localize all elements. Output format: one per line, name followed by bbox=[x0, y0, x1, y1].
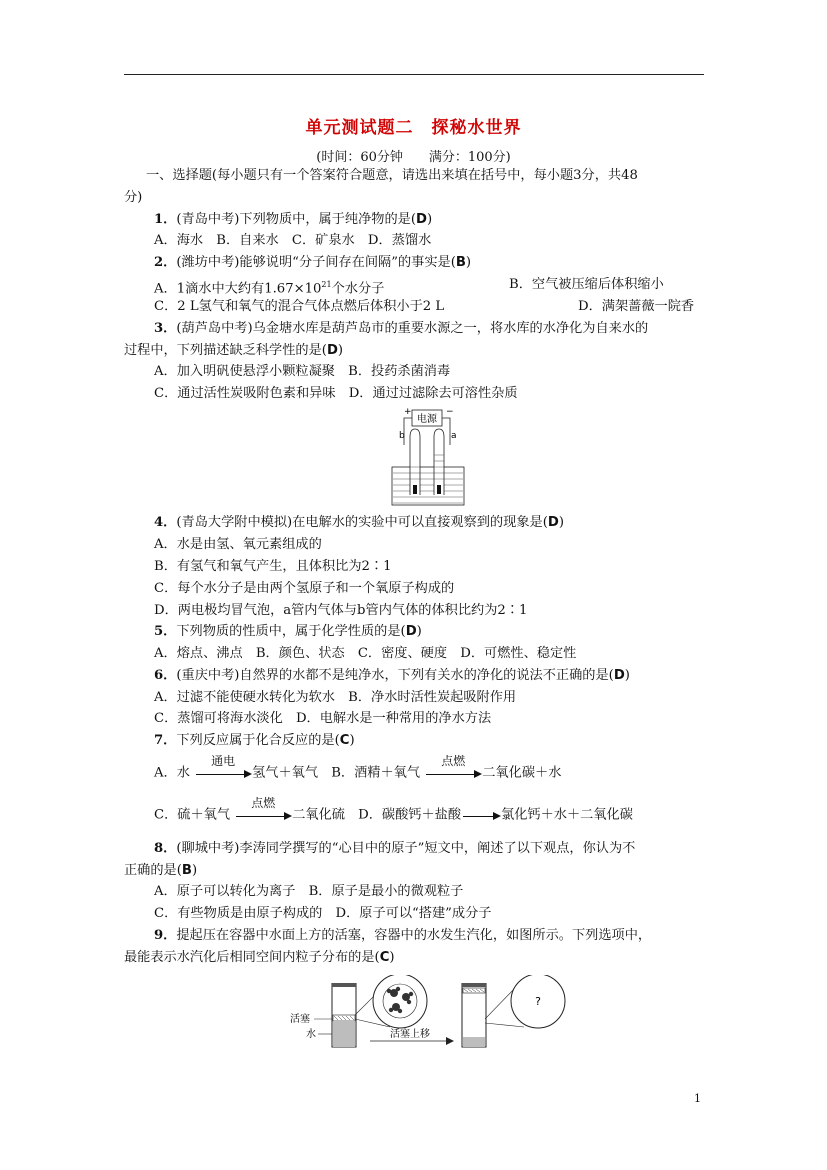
answer: C bbox=[379, 950, 390, 965]
container-top-bar bbox=[462, 983, 486, 987]
question-close: ) bbox=[389, 950, 395, 965]
answer: B bbox=[455, 255, 466, 270]
water-label: 水 bbox=[306, 1029, 316, 1040]
question-close: ) bbox=[416, 624, 422, 639]
question-4 bbox=[154, 514, 564, 532]
option-c-post: 二氧化硫 D．碳酸钙＋盐酸 bbox=[292, 807, 462, 823]
question-4-option-c: C．每个水分子是由两个氢原子和一个氧原子构成的 bbox=[154, 581, 455, 596]
question-2-option-c: C．2 L氢气和氧气的混合气体点燃后体积小于2 L bbox=[154, 299, 445, 314]
question-8-line2 bbox=[124, 862, 197, 880]
question-close: ) bbox=[426, 212, 433, 227]
water-trough bbox=[392, 467, 464, 505]
question-stem: (青岛大学附中模拟)在电解水的实验中可以直接观察到的现象是( bbox=[176, 515, 548, 530]
water-lines bbox=[393, 473, 463, 503]
question-2-option-a bbox=[154, 276, 384, 298]
question-6-options-1: A．过滤不能使硬水转化为软水 B．净水时活性炭起吸附作用 bbox=[154, 690, 517, 705]
question-number: 3． bbox=[154, 321, 177, 336]
question-number: 4． bbox=[154, 515, 177, 530]
option-a-exponent: 21 bbox=[321, 280, 332, 289]
answer: D bbox=[416, 212, 427, 227]
answer: C bbox=[339, 733, 350, 748]
question-3-options-1: A．加入明矾使悬浮小颗粒凝聚 B．投药杀菌消毒 bbox=[154, 364, 451, 379]
question-stem-cont: 过程中，下列描述缺乏科学性的是( bbox=[124, 343, 327, 358]
question-close: ) bbox=[624, 668, 630, 683]
tube-a-label: a bbox=[451, 431, 457, 441]
question-3 bbox=[154, 320, 648, 338]
question-close: ) bbox=[349, 733, 355, 748]
page-number: 1 bbox=[694, 1092, 701, 1105]
question-stem-cont: 最能表示水汽化后相同空间内粒子分布的是( bbox=[124, 950, 380, 965]
option-a-post: 氢气＋氧气 B．酒精＋氧气 bbox=[252, 765, 421, 781]
question-number: 9． bbox=[154, 928, 177, 943]
electrolysis-figure bbox=[382, 405, 474, 507]
reaction-arrow bbox=[461, 806, 501, 824]
question-number: 1． bbox=[154, 212, 177, 227]
option-c-pre: C．硫＋氧气 bbox=[154, 807, 231, 823]
question-6-options-2: C．蒸馏可将海水淡化 D．电解水是一种常用的净水方法 bbox=[154, 711, 492, 726]
question-stem-cont: 正确的是( bbox=[124, 863, 182, 878]
electrode-a bbox=[437, 485, 441, 494]
option-b-post: 二氧化碳＋水 bbox=[482, 765, 562, 781]
question-stem: (青岛中考)下列物质中，属于纯净物的是( bbox=[176, 212, 416, 227]
question-2-option-b: B．空气被压缩后体积缩小 bbox=[509, 277, 664, 292]
minus-sign: − bbox=[446, 407, 454, 417]
water-left bbox=[333, 1021, 355, 1047]
vaporization-figure bbox=[288, 975, 568, 1055]
page-subtitle: (时间：60分钟 满分：100分) bbox=[316, 150, 511, 165]
question-2-option-d: D．满架蔷薇一院香 bbox=[578, 299, 695, 314]
question-mark: ? bbox=[535, 995, 541, 1008]
question-7-options-ab bbox=[154, 754, 562, 783]
water-right bbox=[463, 1037, 485, 1047]
header-rule bbox=[124, 74, 704, 75]
question-stem: 下列反应属于化合反应的是( bbox=[176, 733, 340, 748]
process-arrowhead bbox=[446, 1037, 454, 1045]
section-heading-line1: 一、选择题(每小题只有一个答案符合题意，请选出来填在括号中，每小题3分，共48 bbox=[146, 168, 638, 183]
question-9-line2 bbox=[124, 949, 395, 967]
answer: D bbox=[405, 624, 417, 639]
question-3-options-2: C．通过活性炭吸附色素和异味 D．通过过滤除去可溶性杂质 bbox=[154, 386, 518, 401]
question-stem: (聊城中考)李涛同学撰写的“心目中的原子”短文中，阐述了以下观点，你认为不 bbox=[176, 841, 636, 856]
question-number: 8． bbox=[154, 841, 177, 856]
question-2 bbox=[154, 254, 471, 272]
question-8 bbox=[154, 840, 635, 858]
container-top-bar bbox=[332, 983, 356, 987]
question-4-option-d: D．两电极均冒气泡，a管内气体与b管内气体的体积比约为2∶1 bbox=[154, 603, 528, 618]
question-close: ) bbox=[337, 343, 344, 358]
question-8-options-2: C．有些物质是由原子构成的 D．原子可以“搭建”成分子 bbox=[154, 906, 492, 921]
answer: D bbox=[326, 343, 338, 358]
question-stem: (葫芦岛中考)乌金塘水库是葫芦岛市的重要水源之一，将水库的水净化为自来水的 bbox=[176, 321, 649, 336]
zoom-circle-left bbox=[373, 975, 427, 1028]
question-7 bbox=[154, 732, 355, 750]
reaction-arrow bbox=[234, 796, 292, 824]
question-close: ) bbox=[191, 863, 198, 878]
question-8-options-1: A．原子可以转化为离子 B．原子是最小的微观粒子 bbox=[154, 884, 464, 899]
question-stem: (重庆中考)自然界的水都不是纯净水，下列有关水的净化的说法不正确的是( bbox=[176, 668, 614, 683]
page-title: 单元测试题二 探秘水世界 bbox=[305, 118, 522, 138]
question-stem: 提起压在容器中水面上方的活塞，容器中的水发生汽化，如图所示。下列选项中， bbox=[176, 928, 652, 943]
question-number: 2． bbox=[154, 255, 177, 270]
question-4-option-b: B．有氢气和氧气产生，且体积比为2∶1 bbox=[154, 559, 392, 574]
answer: D bbox=[547, 515, 559, 530]
reaction-condition: 通电 bbox=[211, 754, 236, 768]
question-4-option-a: A．水是由氢、氧元素组成的 bbox=[154, 537, 322, 552]
answer: D bbox=[613, 668, 625, 683]
option-d-post: 氯化钙＋水＋二氧化碳 bbox=[501, 807, 633, 823]
question-1-options: A．海水 B．自来水 C．矿泉水 D．蒸馏水 bbox=[154, 233, 432, 248]
question-close: ) bbox=[558, 515, 564, 530]
plus-sign: + bbox=[404, 407, 412, 417]
question-number: 6． bbox=[154, 668, 177, 683]
process-label: 活塞上移 bbox=[390, 1029, 430, 1040]
question-stem: (潍坊中考)能够说明“分子间存在间隔”的事实是( bbox=[176, 255, 456, 270]
section-heading-line2: 分) bbox=[124, 190, 143, 205]
reaction-condition: 点燃 bbox=[251, 796, 276, 810]
reaction-condition: 点燃 bbox=[441, 754, 466, 768]
electrode-b bbox=[413, 485, 417, 494]
question-number: 7． bbox=[154, 733, 177, 748]
piston-label: 活塞 bbox=[290, 1014, 310, 1025]
question-6 bbox=[154, 667, 630, 685]
question-number: 5． bbox=[154, 624, 177, 639]
question-stem: 下列物质的性质中，属于化学性质的是( bbox=[176, 624, 406, 639]
question-5 bbox=[154, 623, 422, 641]
reaction-arrow bbox=[424, 754, 482, 782]
option-a-pre: A．水 bbox=[154, 765, 190, 781]
answer: B bbox=[181, 863, 192, 878]
question-1 bbox=[154, 211, 432, 229]
zoom-line-bottom bbox=[485, 1023, 524, 1027]
question-9 bbox=[154, 927, 651, 945]
power-label: 电源 bbox=[417, 414, 437, 425]
option-a-pre: A．1滴水中大约有1.67×10 bbox=[154, 281, 322, 297]
reaction-arrow bbox=[194, 754, 252, 782]
question-close: ) bbox=[465, 255, 472, 270]
option-a-post: 个水分子 bbox=[331, 281, 385, 297]
question-3-line2 bbox=[124, 342, 343, 360]
tube-b-label: b bbox=[399, 431, 405, 441]
question-5-options: A．熔点、沸点 B．颜色、状态 C．密度、硬度 D．可燃性、稳定性 bbox=[154, 646, 577, 661]
question-7-options-cd bbox=[154, 796, 633, 825]
